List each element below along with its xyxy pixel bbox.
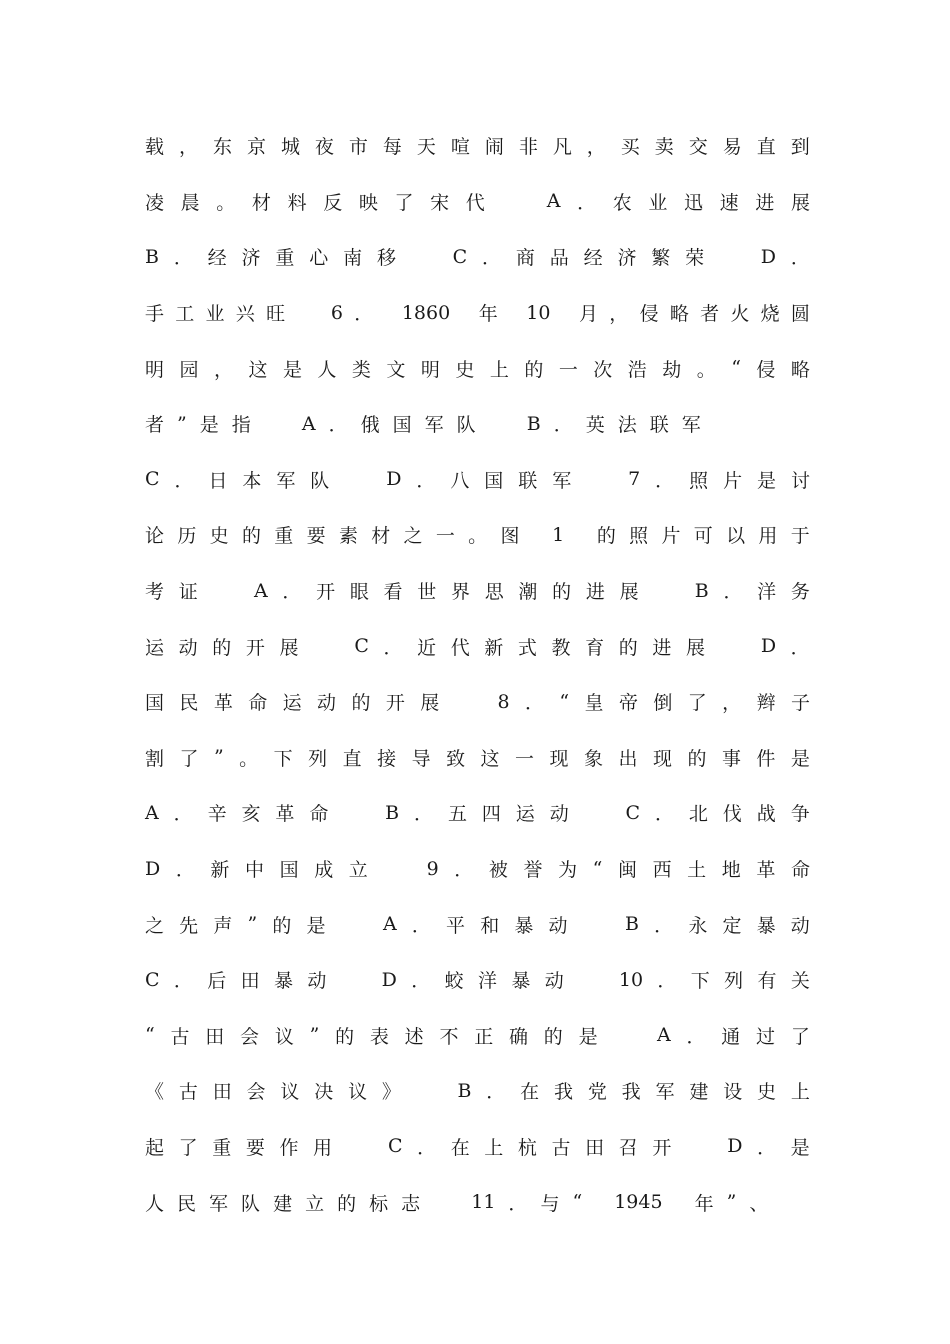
text-line: 运 动 的 开 展 C ． 近 代 新 式 教 育 的 进 展 D ．: [145, 635, 810, 659]
text-line: 之 先 声 ” 的 是 A ． 平 和 暴 动 B ． 永 定 暴 动: [145, 913, 810, 937]
text-line: 国 民 革 命 运 动 的 开 展 8 ． “ 皇 帝 倒 了 ， 辫 子: [145, 690, 810, 715]
text-line: 凌 晨 。 材 料 反 映 了 宋 代 A ． 农 业 迅 速 进 展: [145, 190, 810, 214]
text-line: C ． 后 田 暴 动 D ． 蛟 洋 暴 动 10 ． 下 列 有 关: [145, 968, 810, 993]
text-line: 者 ” 是 指 A ． 俄 国 军 队 B ． 英 法 联 军: [145, 412, 701, 437]
text-line: 明 园 ， 这 是 人 类 文 明 史 上 的 一 次 浩 劫 。 “ 侵 略: [145, 357, 810, 381]
text-line: 割 了 ” 。 下 列 直 接 导 致 这 一 现 象 出 现 的 事 件 是: [145, 746, 810, 770]
text-line: 载 ， 东 京 城 夜 市 每 天 喧 闹 非 凡 ， 买 卖 交 易 直 到: [145, 136, 810, 159]
text-line: 考 证 A ． 开 眼 看 世 界 思 潮 的 进 展 B ． 洋 务: [145, 579, 810, 604]
text-line: 《 古 田 会 议 决 议 》 B ． 在 我 党 我 军 建 设 史 上: [145, 1079, 810, 1104]
text-line: “ 古 田 会 议 ” 的 表 述 不 正 确 的 是 A ． 通 过 了: [145, 1024, 810, 1048]
text-line: 论 历 史 的 重 要 素 材 之 一 。 图 1 的 照 片 可 以 用 于: [145, 523, 810, 548]
text-line: D ． 新 中 国 成 立 9 ． 被 誉 为 “ 闽 西 土 地 革 命: [145, 857, 810, 882]
text-line: 起 了 重 要 作 用 C ． 在 上 杭 古 田 召 开 D ． 是: [145, 1135, 810, 1159]
text-line: B ． 经 济 重 心 南 移 C ． 商 品 经 济 繁 荣 D ．: [145, 245, 810, 270]
document-body: [145, 118, 810, 1230]
text-line: A ． 辛 亥 革 命 B ． 五 四 运 动 C ． 北 伐 战 争: [145, 801, 810, 826]
text-line: C ． 日 本 军 队 D ． 八 国 联 军 7 ． 照 片 是 讨: [145, 468, 810, 492]
text-line: 人 民 军 队 建 立 的 标 志 11 ． 与 “ 1945 年 ” 、: [145, 1191, 769, 1215]
text-line: 手 工 业 兴 旺 6 ． 1860 年 10 月 ， 侵 略 者 火 烧 圆: [145, 301, 810, 326]
